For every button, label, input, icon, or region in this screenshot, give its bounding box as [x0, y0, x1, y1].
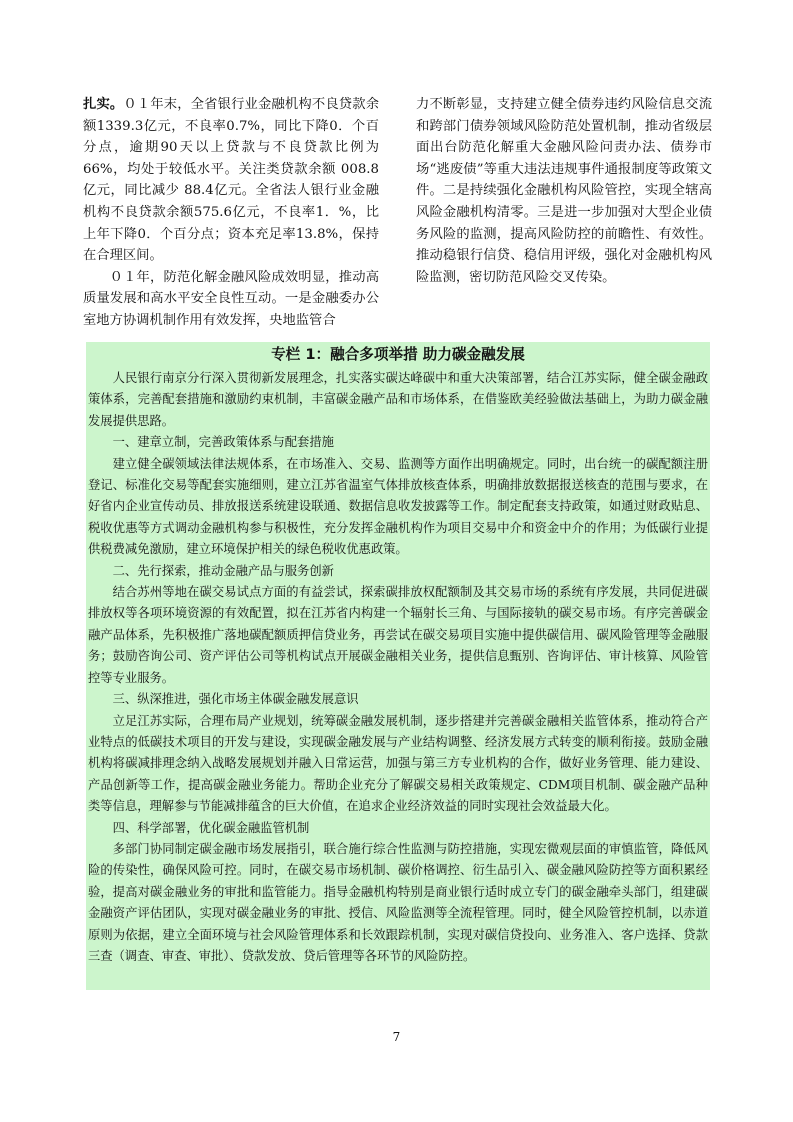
section-2-heading: 二、先行探索，推动金融产品与服务创新: [112, 563, 334, 578]
left-paragraph-1-text: ０１年末，全省银行业金融机构不良贷款余额1339.3亿元，不良率0.7%，同比下降0．个百分点，逾期90天以上贷款与不良贷款比例为66%，均处于较低水平。关注类贷款余额 008.8亿元，同比减少 88.4亿元。全省法人银行业金融机构不良贷款余额575.6亿元，不良率1．%，比上年下降0．个百分点；资本充足率13.8%，保持在合理区间。: [83, 97, 380, 264]
lead-word: 扎实。: [83, 97, 124, 112]
right-paragraph-1: 力不断彰显，支持建立健全债券违约风险信息交流和跨部门债券领域风险防范处置机制，推动省级层面出台防范化解重大金融风险问责办法、债券市场“逃废债”等重大违法违规事件通报制度等政策文件。二是持续强化金融机构风险管控，实现全辖高风险金融机构清零。三是进一步加强对大型企业债务风险的监测，提高风险防控的前瞻性、有效性。推动稳银行信贷、稳信用评级，强化对金融机构风险监测，密切防范风险交叉传染。: [416, 97, 712, 285]
left-paragraph-1: [83, 94, 379, 267]
section-1-text: 建立健全碳领域法律法规体系，在市场准入、交易、监测等方面作出明确规定。同时，出台统一的碳配额注册登记、标准化交易等配套实施细则，建立江苏省温室气体排放核查体系，明确排放数据报送核查的范围与要求，在好省内企业宣传动员、排放报送系统建设联通、数据信息收发披露等工作。制定配套支持政策，如通过财政贴息、税收优惠等方式调动金融机构参与积极性，充分发挥金融机构作为项目交易中介和资金中介的作用；为低碳行业提供税费减免激励，建立环境保护相关的绿色税收优惠政策。: [88, 456, 708, 557]
right-column: [416, 94, 712, 288]
column-box-title: 专栏 1：融合多项举措 助力碳金融发展: [271, 346, 525, 363]
section-4-text: 多部门协同制定碳金融市场发展指引，联合施行综合性监测与防控措施，实现宏微观层面的审慎监管，降低风险的传染性，确保风险可控。同时，在碳交易市场机制、碳价格调控、衍生品引入、碳金融风险防控等方面积累经验，提高对碳金融业务的审批和监管能力。指导金融机构特别是商业银行适时成立专门的碳金融牵头部门，组建碳金融资产评估团队，实现对碳金融业务的审批、授信、风险监测等全流程管理。同时，健全风险管控机制，以赤道原则为依据，建立全面环境与社会风险管理体系和长效跟踪机制，实现对碳信贷投向、业务准入、客户选择、贷款三查（调查、审查、审批）、贷款发放、贷后管理等各环节的风险防控。: [88, 841, 708, 963]
section-4-heading: 四、科学部署，优化碳金融监管机制: [112, 820, 310, 835]
column-box-intro: 人民银行南京分行深入贯彻新发展理念，扎实落实碳达峰碳中和重大决策部署，结合江苏实际，健全碳金融政策体系，完善配套措施和激励约束机制，丰富碳金融产品和市场体系，在借鉴欧美经验做法基础上，为助力碳金融发展提供思路。: [88, 371, 708, 428]
section-1-heading: 一、建章立制，完善政策体系与配套措施: [112, 435, 334, 450]
column-box: [86, 342, 710, 990]
page-number: 7: [392, 1030, 401, 1044]
left-column: [83, 94, 379, 332]
section-3-heading: 三、纵深推进，强化市场主体碳金融发展意识: [112, 692, 359, 707]
left-paragraph-2: ０１年，防范化解金融风险成效明显，推动高质量发展和高水平安全良性互动。一是金融委办公室地方协调机制作用有效发挥，央地监管合: [83, 269, 379, 328]
section-3-text: 立足江苏实际，合理布局产业规划，统筹碳金融发展机制，逐步搭建并完善碳金融相关监管体系，推动符合产业特点的低碳技术项目的开发与建设，实现碳金融发展与产业结构调整、经济发展方式转变的顺利衔接。鼓励金融机构将碳减排理念纳入战略发展规划并融入日常运营，加强与第三方专业机构的合作，做好业务管理、能力建设、产品创新等工作，提高碳金融业务能力。帮助企业充分了解碳交易相关政策规定、CDM项目机制、碳金融产品种类等信息，理解参与节能减排蕴含的巨大价值，在追求企业经济效益的同时实现社会效益最大化。: [88, 713, 708, 814]
section-2-text: 结合苏州等地在碳交易试点方面的有益尝试，探索碳排放权配额制及其交易市场的系统有序发展，共同促进碳排放权等各项环境资源的有效配置，拟在江苏省内构建一个辐射长三角、与国际接轨的碳交易市场。有序完善碳金融产品体系，先积极推广落地碳配额质押信贷业务，再尝试在碳交易项目实施中提供碳信用、碳风险管理等金融服务；鼓励咨询公司、资产评估公司等机构试点开展碳金融相关业务，提供信息甄别、咨询评估、审计核算、风险管控等专业服务。: [88, 585, 708, 685]
